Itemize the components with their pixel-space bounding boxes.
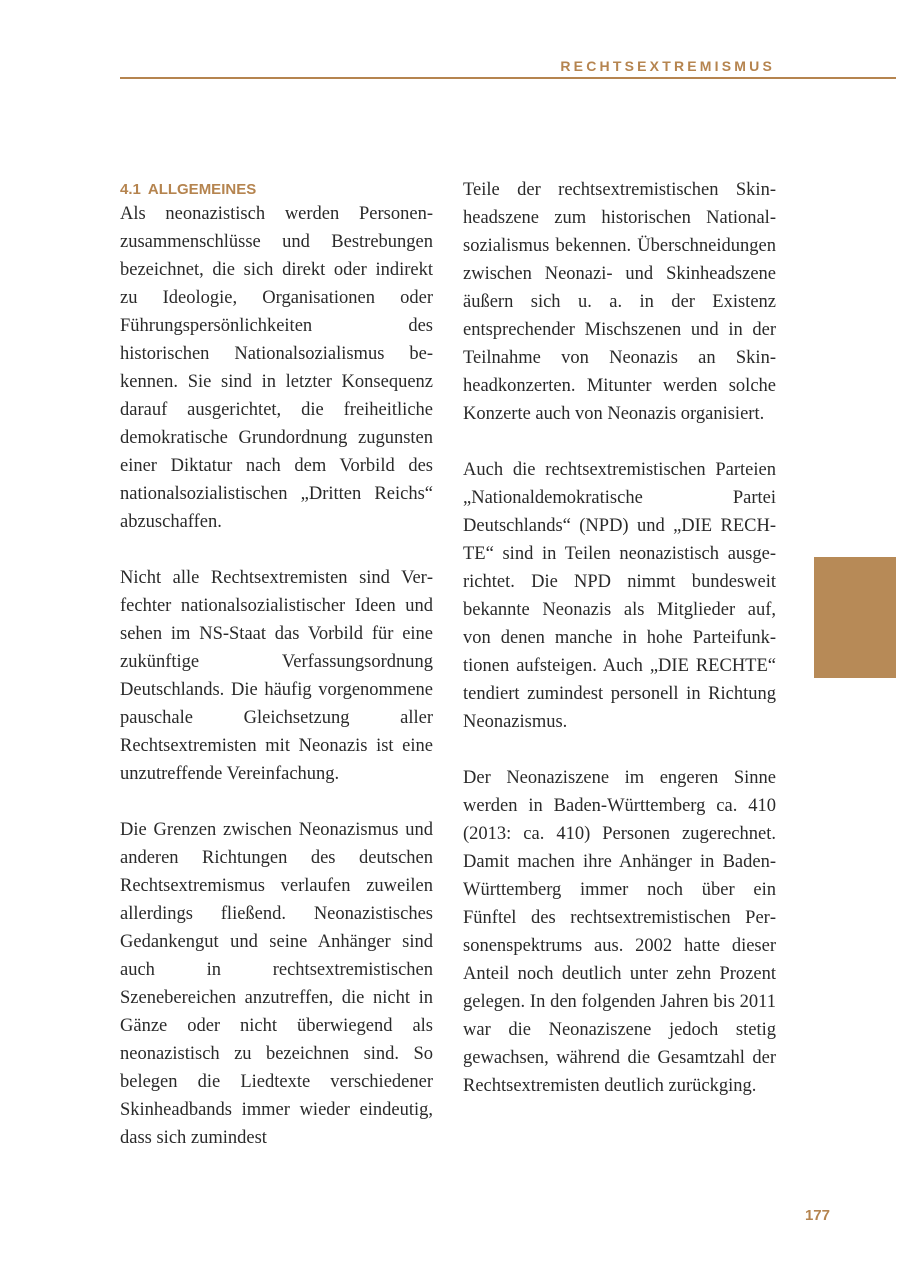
paragraph: Die Grenzen zwischen Neonazismus und anderen Richtungen des deutschen Rechtsextremismus verlaufen zuweilen allerdings fließend. Neonazistisches Gedankengut und seine Anhänger sind auch in rechtsextremistischen Szenebereichen anzutreffen, die nicht in Gänze oder nicht überwiegend als neonazistisch zu bezeichnen sind. So belegen die Liedtexte verschiedener Skinheadbands immer wieder eindeutig, dass sich zumindest xyxy=(120,820,433,1148)
running-header-title: RECHTSEXTREMISMUS xyxy=(560,58,775,74)
page-number: 177 xyxy=(804,1207,830,1224)
header-rule xyxy=(120,77,896,79)
section-number: 4.1 xyxy=(120,181,141,198)
right-column xyxy=(463,180,776,1128)
paragraph: Als neonazistisch werden Personenzusammenschlüsse und Bestrebungen bezeichnet, die sich direkt oder indirekt zu Ideologie, Organisationen oder Führungspersönlichkeiten des historischen Nationalsozialismus bekennen. Sie sind in letzter Konsequenz darauf ausgerichtet, die freiheitliche demokratische Grundordnung zugunsten einer Diktatur nach dem Vorbild des nationalsozialistischen „Dritten Reichs“ abzuschaffen. xyxy=(120,204,433,532)
paragraph: Teile der rechtsextremistischen Skinheadszene zum historischen Nationalsozialismus bekennen. Überschneidungen zwischen Neonazi- und Skinheadszene äußern sich u. a. in der Existenz entsprechender Mischszenen und in der Teilnahme von Neonazis an Skinheadkonzerten. Mitunter werden solche Konzerte auch von Neonazis organisiert. xyxy=(463,180,776,424)
paragraph: Auch die rechtsextremistischen Parteien „Nationaldemokratische Partei Deutschlands“ (NPD) und „DIE RECHTE“ sind in Teilen neonazistisch ausgerichtet. Die NPD nimmt bundesweit bekannte Neonazis als Mitglieder auf, von denen manche in hohe Parteifunktionen aufsteigen. Auch „DIE RECHTE“ tendiert zumindest personell in Richtung Neonazismus. xyxy=(463,460,776,732)
chapter-side-tab xyxy=(814,557,896,678)
section-title: ALLGEMEINES xyxy=(147,181,257,198)
paragraph: Der Neonaziszene im engeren Sinne werden in Baden-Württemberg ca. 410 (2013: ca. 410) Personen zugerechnet. Damit machen ihre Anhänger in Baden-Württemberg immer noch über ein Fünftel des rechtsextremistischen Personenspektrums aus. 2002 hatte dieser Anteil noch deutlich unter zehn Prozent gelegen. In den folgenden Jahren bis 2011 war die Neonaziszene jedoch stetig gewachsen, während die Gesamtzahl der Rechtsextremisten deutlich zurückging. xyxy=(463,768,776,1096)
section-heading xyxy=(120,180,433,200)
left-column xyxy=(120,180,433,1180)
paragraph: Nicht alle Rechtsextremisten sind Verfechter nationalsozialistischer Ideen und sehen im NS-Staat das Vorbild für eine zukünftige Verfassungsordnung Deutschlands. Die häufig vorgenommene pauschale Gleichsetzung aller Rechtsextremisten mit Neonazis ist eine unzutreffende Vereinfachung. xyxy=(120,568,433,784)
